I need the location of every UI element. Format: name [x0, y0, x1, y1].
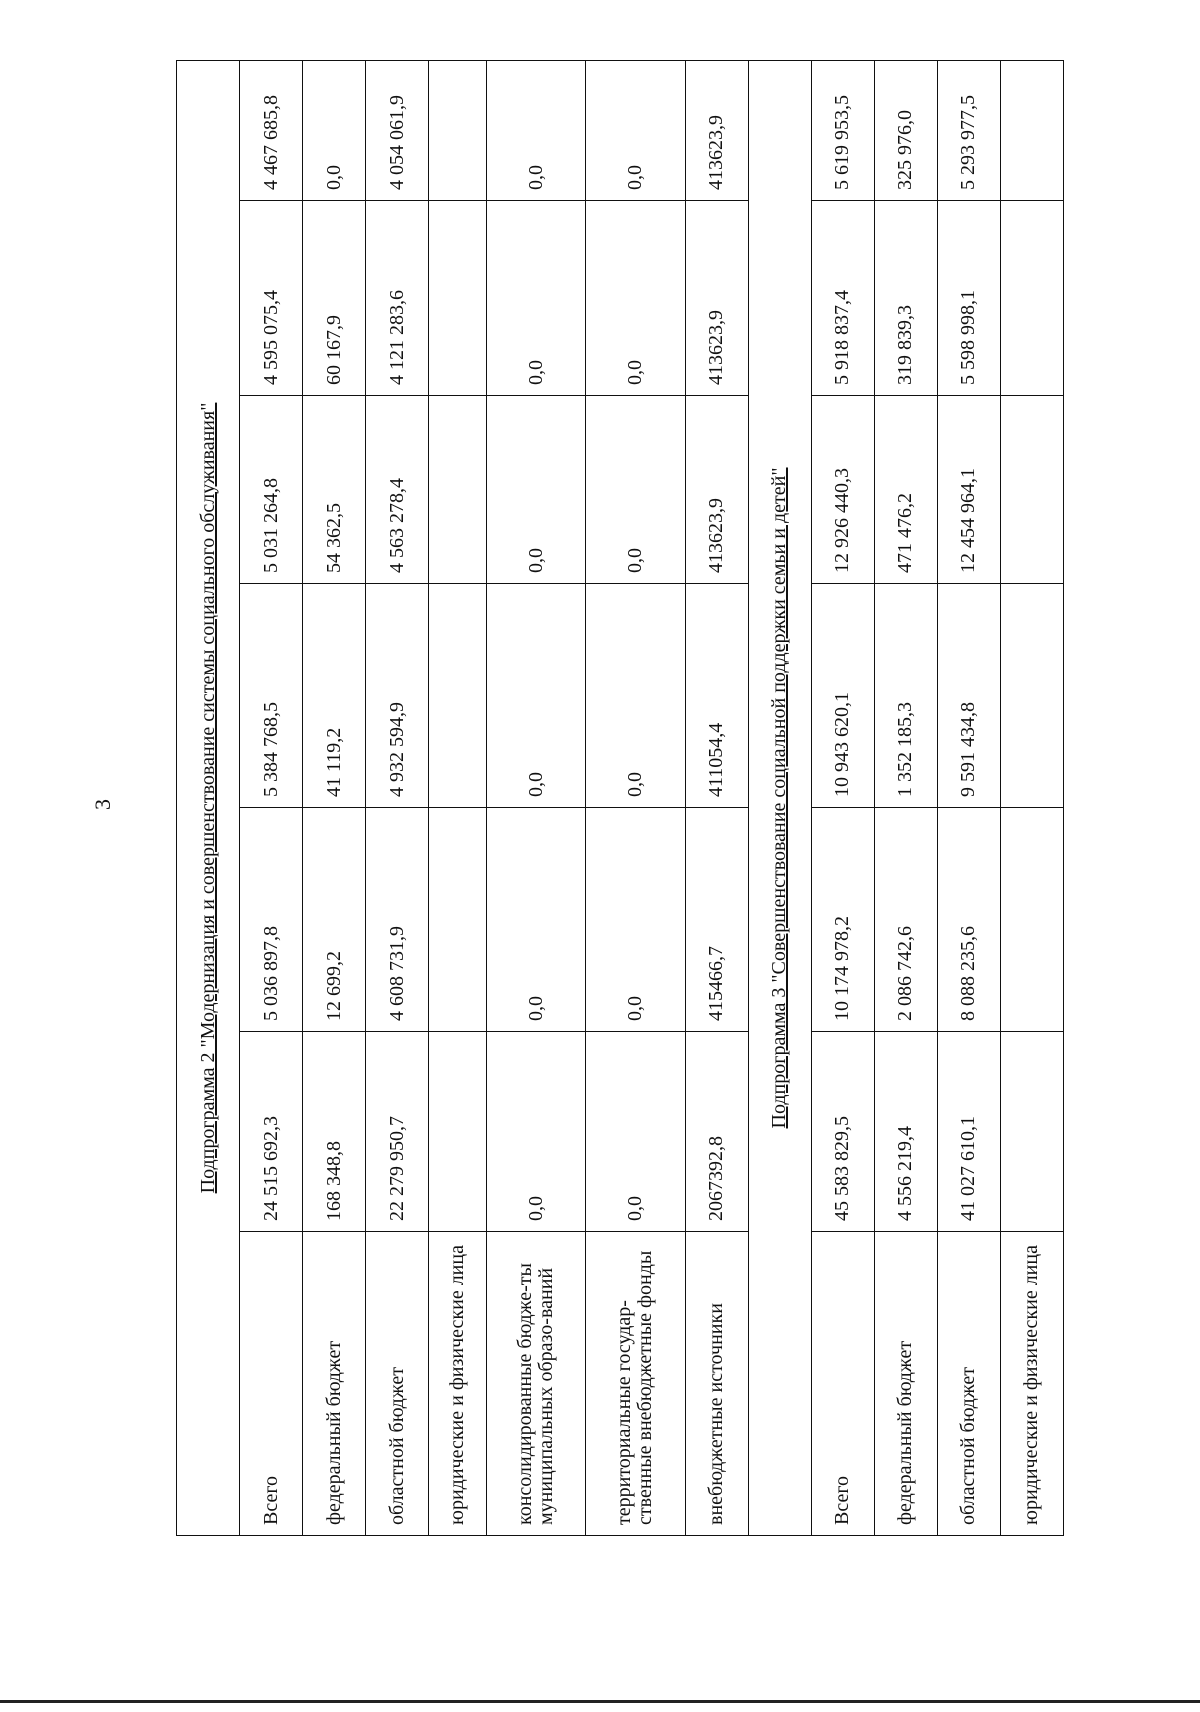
rotated-table-container — [176, 61, 1064, 1536]
table-row — [303, 60, 366, 1535]
cell-value: 41 027 610,1 — [937, 1032, 1000, 1232]
row-label: территориальные государ-ственные внебюджетные фонды — [586, 1232, 685, 1536]
cell-value — [429, 396, 487, 584]
cell-value: 54 362,5 — [303, 396, 366, 584]
cell-value: 413623,9 — [685, 396, 748, 584]
row-label: федеральный бюджет — [303, 1232, 366, 1536]
cell-value: 325 976,0 — [874, 60, 937, 200]
cell-value — [429, 201, 487, 396]
cell-value: 413623,9 — [685, 201, 748, 396]
cell-value: 415466,7 — [685, 808, 748, 1032]
section-title: Подпрограмма 3 "Совершенствование социальной поддержки семьи и детей" — [748, 60, 811, 1535]
cell-value: 10 174 978,2 — [811, 808, 874, 1032]
cell-value: 5 036 897,8 — [240, 808, 303, 1032]
cell-value: 45 583 829,5 — [811, 1032, 874, 1232]
table-row — [240, 60, 303, 1535]
cell-value: 1 352 185,3 — [874, 584, 937, 808]
row-label: областной бюджет — [366, 1232, 429, 1536]
cell-value: 471 476,2 — [874, 396, 937, 584]
section-header-subprogram-2 — [177, 60, 240, 1535]
row-label: консолидированные бюдже-ты муниципальных образо-ваний — [487, 1232, 586, 1536]
cell-value: 41 119,2 — [303, 584, 366, 808]
row-label: областной бюджет — [937, 1232, 1000, 1536]
cell-value — [429, 584, 487, 808]
cell-value: 4 932 594,9 — [366, 584, 429, 808]
cell-value: 24 515 692,3 — [240, 1032, 303, 1232]
cell-value: 0,0 — [586, 808, 685, 1032]
cell-value: 168 348,8 — [303, 1032, 366, 1232]
cell-value: 12 926 440,3 — [811, 396, 874, 584]
table-row — [586, 60, 685, 1535]
table-row — [487, 60, 586, 1535]
cell-value: 411054,4 — [685, 584, 748, 808]
cell-value: 5 293 977,5 — [937, 60, 1000, 200]
cell-value: 22 279 950,7 — [366, 1032, 429, 1232]
cell-value: 4 556 219,4 — [874, 1032, 937, 1232]
row-label: юридические и физические лица — [429, 1232, 487, 1536]
cell-value: 0,0 — [586, 201, 685, 396]
table-row — [366, 60, 429, 1535]
row-label: юридические и физические лица — [1000, 1232, 1063, 1536]
table-row — [874, 60, 937, 1535]
cell-value: 0,0 — [586, 60, 685, 200]
cell-value: 2067392,8 — [685, 1032, 748, 1232]
cell-value: 12 454 964,1 — [937, 396, 1000, 584]
cell-value: 4 563 278,4 — [366, 396, 429, 584]
cell-value — [1000, 808, 1063, 1032]
scan-edge-line — [0, 1700, 1200, 1703]
cell-value: 5 031 264,8 — [240, 396, 303, 584]
cell-value: 0,0 — [487, 808, 586, 1032]
cell-value: 8 088 235,6 — [937, 808, 1000, 1032]
page-number: 3 — [90, 799, 115, 810]
cell-value: 0,0 — [586, 1032, 685, 1232]
cell-value: 413623,9 — [685, 60, 748, 200]
section-title: Подпрограмма 2 "Модернизация и совершенствование системы социального обслуживания" — [177, 60, 240, 1535]
cell-value — [429, 1032, 487, 1232]
row-label: федеральный бюджет — [874, 1232, 937, 1536]
row-label: Всего — [811, 1232, 874, 1536]
cell-value: 5 619 953,5 — [811, 60, 874, 200]
table-row — [937, 60, 1000, 1535]
cell-value: 9 591 434,8 — [937, 584, 1000, 808]
cell-value — [1000, 396, 1063, 584]
cell-value: 0,0 — [303, 60, 366, 200]
cell-value: 4 467 685,8 — [240, 60, 303, 200]
section-header-subprogram-3 — [748, 60, 811, 1535]
cell-value: 0,0 — [487, 396, 586, 584]
cell-value: 0,0 — [487, 201, 586, 396]
cell-value: 4 054 061,9 — [366, 60, 429, 200]
table-row — [1000, 60, 1063, 1535]
cell-value: 0,0 — [586, 396, 685, 584]
cell-value — [1000, 201, 1063, 396]
cell-value: 4 608 731,9 — [366, 808, 429, 1032]
cell-value: 319 839,3 — [874, 201, 937, 396]
cell-value: 4 121 283,6 — [366, 201, 429, 396]
cell-value: 2 086 742,6 — [874, 808, 937, 1032]
cell-value — [1000, 60, 1063, 200]
cell-value — [429, 60, 487, 200]
cell-value: 5 918 837,4 — [811, 201, 874, 396]
cell-value: 0,0 — [586, 584, 685, 808]
cell-value — [1000, 1032, 1063, 1232]
cell-value: 4 595 075,4 — [240, 201, 303, 396]
table-row — [811, 60, 874, 1535]
cell-value: 0,0 — [487, 584, 586, 808]
cell-value — [429, 808, 487, 1032]
cell-value: 5 384 768,5 — [240, 584, 303, 808]
cell-value: 5 598 998,1 — [937, 201, 1000, 396]
cell-value: 0,0 — [487, 1032, 586, 1232]
table-row — [429, 60, 487, 1535]
cell-value: 10 943 620,1 — [811, 584, 874, 808]
cell-value — [1000, 584, 1063, 808]
cell-value: 60 167,9 — [303, 201, 366, 396]
cell-value: 0,0 — [487, 60, 586, 200]
table-row — [685, 60, 748, 1535]
row-label: внебюджетные источники — [685, 1232, 748, 1536]
budget-table — [176, 60, 1064, 1536]
row-label: Всего — [240, 1232, 303, 1536]
cell-value: 12 699,2 — [303, 808, 366, 1032]
